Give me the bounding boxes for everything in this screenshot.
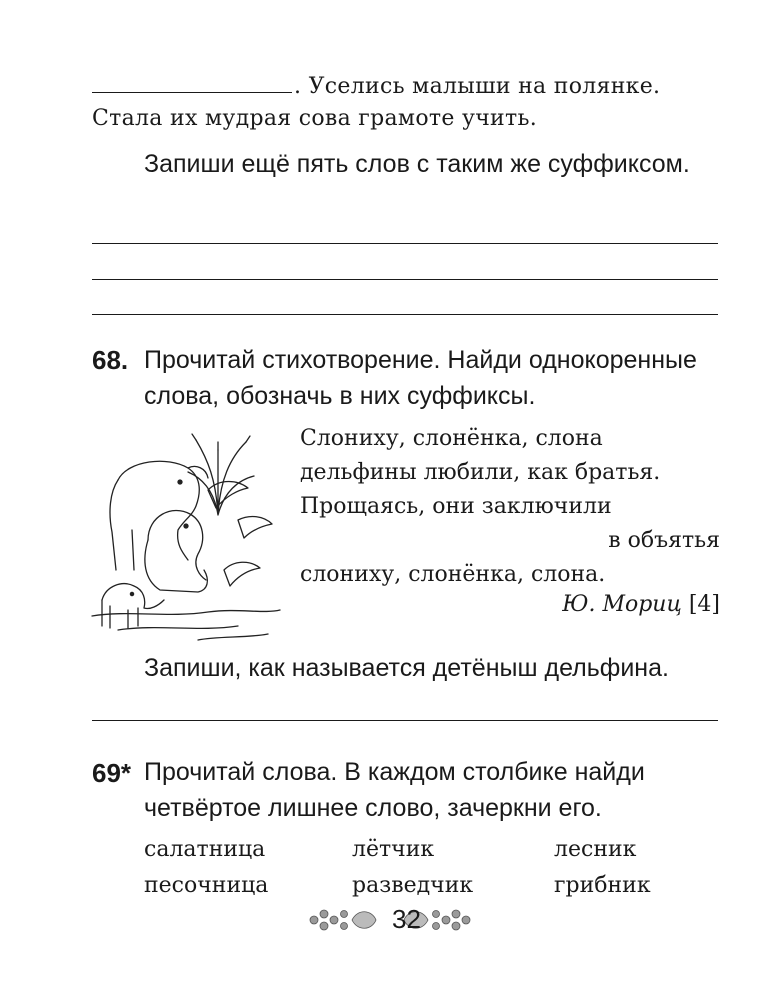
poem-line: Слониху, слонёнка, слона [300,426,603,451]
word-item[interactable]: лесник [554,837,637,862]
word-item[interactable]: грибник [554,873,651,898]
author-name: Ю. Мориц [562,592,682,617]
word-item[interactable]: лётчик [352,837,435,862]
task-69-text: Прочитай слова. В каждом столбике найди четвёртое лишнее слово, зачеркни его. [144,758,645,822]
instruction-dolphin-baby: Запиши, как называется детёныш дельфина. [144,654,669,682]
word-item[interactable]: песочница [144,873,269,898]
poem-author [300,592,720,617]
poem-line: слониху, слонёнка, слона. [300,562,606,587]
sentence-line-1: . Уселись малыши на полянке. [92,70,660,99]
answer-line-2[interactable] [92,279,718,280]
answer-line-1[interactable] [92,243,718,244]
word-column-1 [144,832,268,904]
poem-line: в объятья [608,528,720,553]
word-column-3 [554,832,651,904]
poem-line: Прощаясь, они заключили [300,494,612,519]
elephants-dolphins-illustration [88,420,284,646]
word-item[interactable]: разведчик [352,873,474,898]
fill-in-blank[interactable] [92,70,292,93]
poem [300,422,720,592]
source-reference: [4] [688,592,720,617]
page-number: 32 [392,904,421,934]
task-68-text: Прочитай стихотворение. Найди однокоренные слова, обозначь в них суффиксы. [144,346,697,410]
footer-ornament-icon [300,900,480,940]
word-item[interactable]: салатница [144,837,266,862]
word-column-2 [352,832,473,904]
poem-line: дельфины любили, как братья. [300,460,661,485]
sentence-line-2: Стала их мудрая сова грамоте учить. [92,106,538,131]
task-number-68: 68. [92,345,129,375]
answer-line-3[interactable] [92,314,718,315]
task-number-69: 69* [92,758,132,788]
answer-line-4[interactable] [92,720,718,721]
instruction-write-five-words: Запиши ещё пять слов с таким же суффиксом. [144,150,690,178]
